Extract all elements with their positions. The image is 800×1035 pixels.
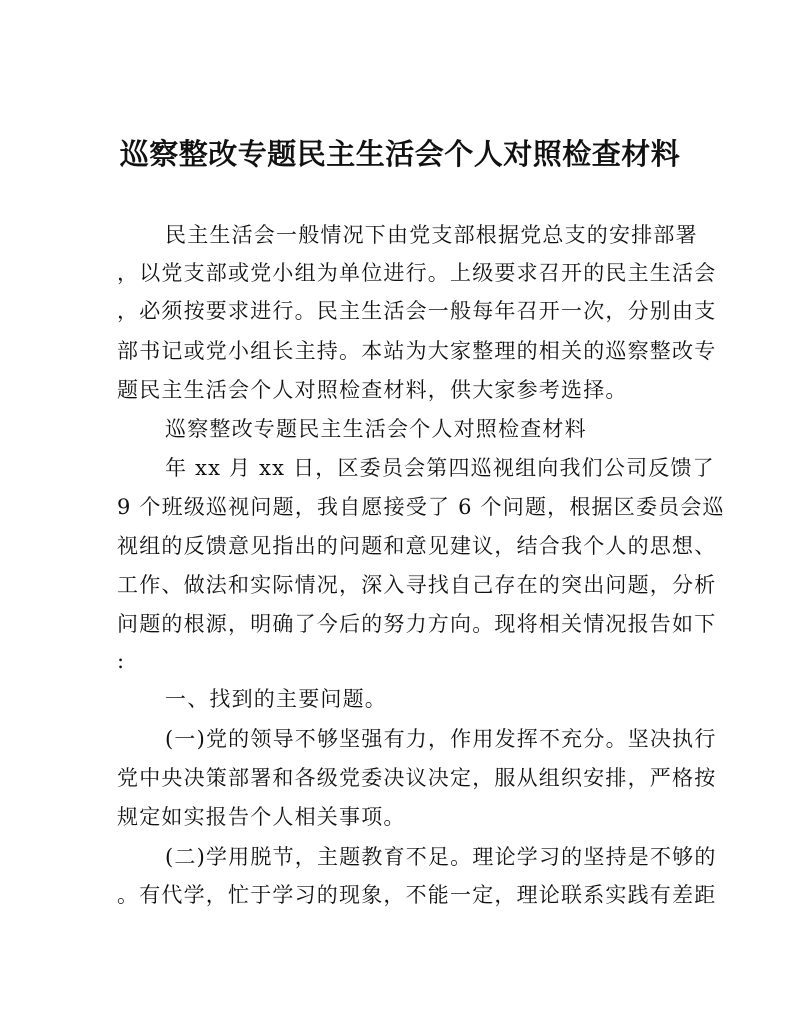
paragraph-line: ，以党支部或党小组为单位进行。上级要求召开的民主生活会 xyxy=(117,261,717,285)
document-title: 巡察整改专题民主生活会个人对照检查材料 xyxy=(119,137,681,171)
paragraph-line: (一)党的领导不够坚强有力，作用发挥不充分。坚决执行 xyxy=(165,727,717,751)
paragraph-line: 部书记或党小组长主持。本站为大家整理的相关的巡察整改专 xyxy=(117,339,717,363)
paragraph-line: ，必须按要求进行。民主生活会一般每年召开一次，分别由支 xyxy=(117,299,717,323)
paragraph-line: 党中央决策部署和各级党委决议决定，服从组织安排，严格按 xyxy=(117,766,717,790)
paragraph-line: 问题的根源，明确了今后的努力方向。现将相关情况报告如下 xyxy=(117,612,717,636)
paragraph-line: 民主生活会一般情况下由党支部根据党总支的安排部署 xyxy=(165,223,698,247)
paragraph-line: 题民主生活会个人对照检查材料，供大家参考选择。 xyxy=(117,378,628,402)
paragraph-line: 9 个班级巡视问题，我自愿接受了 6 个问题，根据区委员会巡 xyxy=(117,495,725,519)
paragraph-line: 工作、做法和实际情况，深入寻找自己存在的突出问题，分析 xyxy=(117,573,717,597)
paragraph-line: 年 xx 月 xx 日，区委员会第四巡视组向我们公司反馈了 xyxy=(165,456,715,480)
paragraph-line: (二)学用脱节，主题教育不足。理论学习的坚持是不够的 xyxy=(165,845,717,869)
section-heading-line: 一、找到的主要问题。 xyxy=(165,687,387,711)
paragraph-line: : xyxy=(117,649,126,673)
section-heading-line: 巡察整改专题民主生活会个人对照检查材料 xyxy=(165,417,587,441)
paragraph-line: 。有代学，忙于学习的现象，不能一定，理论联系实践有差距 xyxy=(117,883,717,907)
paragraph-line: 视组的反馈意见指出的问题和意见建议，结合我个人的思想、 xyxy=(117,534,717,558)
paragraph-line: 规定如实报告个人相关事项。 xyxy=(117,805,406,829)
